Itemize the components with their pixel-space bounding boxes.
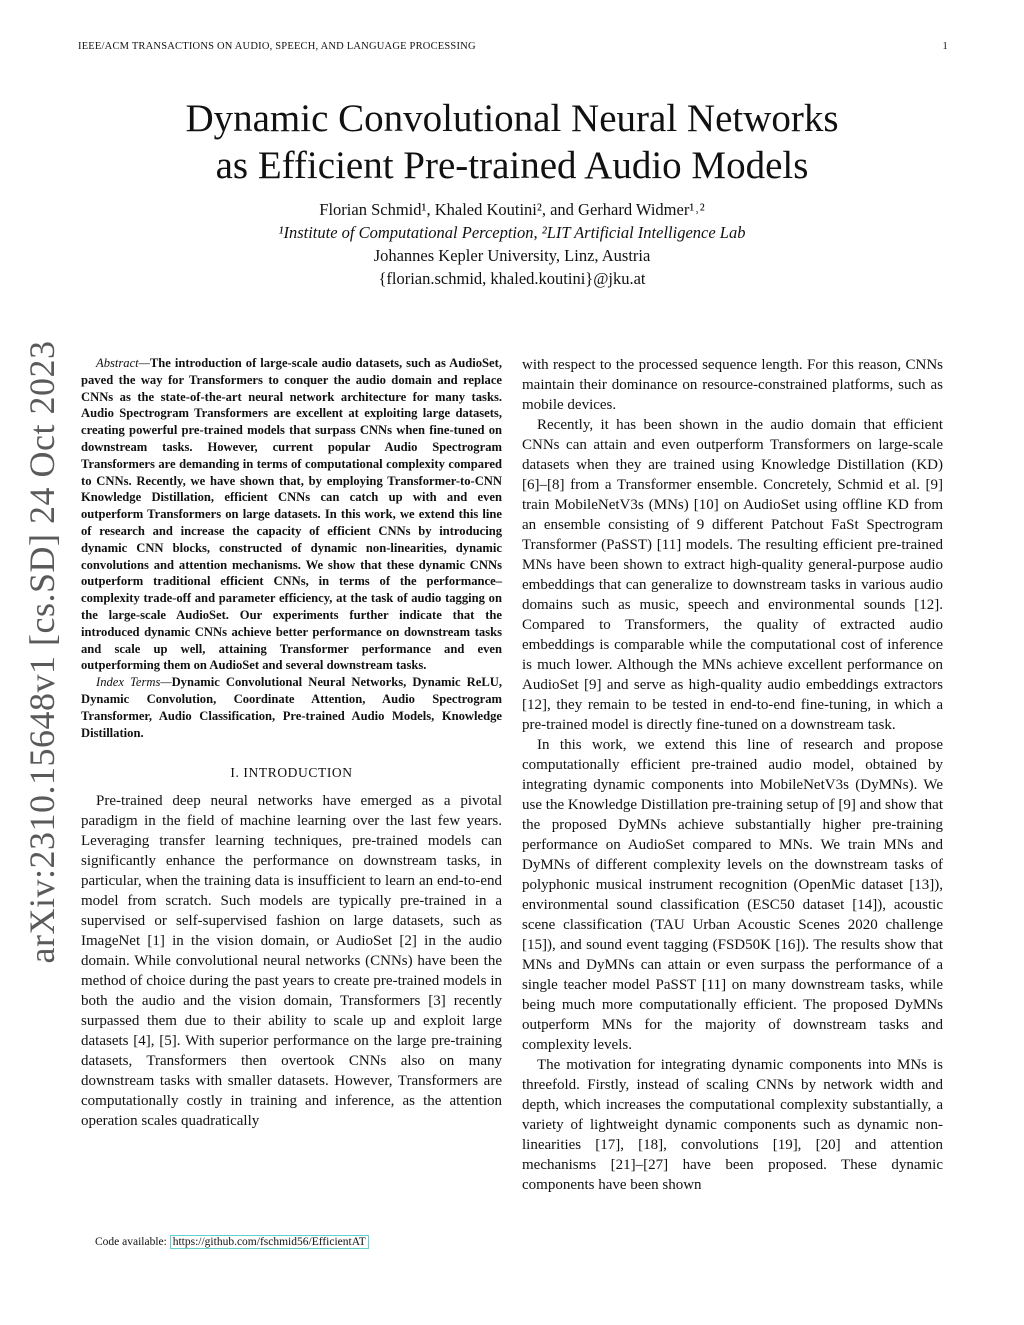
github-link[interactable]: https://github.com/fschmid56/EfficientAT [170,1235,369,1249]
journal-name: IEEE/ACM TRANSACTIONS ON AUDIO, SPEECH, AND LANGUAGE PROCESSING [78,41,476,52]
intro-paragraph-3: In this work, we extend this line of research and propose computationally efficient pre-trained audio model, obtained by integrating dynamic components into MobileNetV3s (DyMNs). We use the Knowledge Distillation pre-training setup of [9] and show that the proposed DyMNs achieve substantially higher pre-training performance on AudioSet compared to MNs. We train MNs and DyMNs of different complexity levels on the downstream tasks of polyphonic musical instrument recognition (OpenMic dataset [13]), environmental sound classification (ESC50 dataset [14]), acoustic scene classification (TAU Urban Acoustic Scenes 2020 challenge [15]), and sound event tagging (FSD50K [16]). The results show that MNs and DyMNs can attain or even surpass the performance of a single teacher model PaSST [11] on many downstream tasks, while being much more computationally efficient. The proposed DyMNs outperform MNs for the majority of downstream tasks and complexity levels. [522,737,943,1053]
arxiv-stamp-container [2,340,82,964]
intro-paragraph-4: The motivation for integrating dynamic components into MNs is threefold. Firstly, instead of scaling CNNs by network width and depth, which increases the computational complexity substantially, a variety of lightweight dynamic components such as dynamic non-linearities [17], [18], convolutions [19], [20] and attention mechanisms [21]–[27] have been proposed. These dynamic components have been shown [522,1057,943,1193]
index-terms-label: Index Terms— [96,675,172,690]
author-emails: {florian.schmid, khaled.koutini}@jku.at [378,269,646,288]
page-number: 1 [942,41,948,52]
affiliation-1-text: ¹Institute of Computational Perception, ²LIT Artificial Intelligence Lab [278,223,746,242]
intro-paragraph-1-continued: with respect to the processed sequence length. For this reason, CNNs maintain their dominance on resource-constrained platforms, such as mobile devices. [522,357,943,413]
abstract [81,355,502,674]
title-line-1: Dynamic Convolutional Neural Networks [185,97,839,140]
right-column [522,355,943,1195]
footnote-label: Code available: [95,1236,170,1248]
abstract-text: The introduction of large-scale audio datasets, such as AudioSet, paved the way for Transformers to conquer the audio domain and replace CNNs as the state-of-the-art neural network architecture for many tasks. Audio Spectrogram Transformers are excellent at exploiting large datasets, creating powerful pre-trained models that surpass CNNs when fine-tuned on downstream tasks. However, current popular Audio Spectrogram Transformers are demanding in terms of computational complexity compared to CNNs. Recently, we have shown that, by employing Transformer-to-CNN Knowledge Distillation, efficient CNNs can catch up with and even outperform Transformers on large datasets. In this work, we extend this line of research and increase the capacity of efficient CNNs by introducing dynamic CNN blocks, constructed of dynamic non-linearities, dynamic convolutions and attention mechanisms. We show that these dynamic CNNs outperform traditional efficient CNNs, in terms of the performance–complexity trade-off and parameter efficiency, at the task of audio tagging on the large-scale AudioSet. Our experiments further indicate that the introduced dynamic CNNs achieve better performance on downstream tasks and scale up well, attaining Transformer performance and even outperforming them on AudioSet and several downstream tasks. [81,356,502,673]
section-heading-introduction: I. INTRODUCTION [230,765,353,781]
intro-paragraph-1: Pre-trained deep neural networks have emerged as a pivotal paradigm in the field of machine learning over the last few years. Leveraging transfer learning techniques, pre-trained models can significantly enhance the performance on downstream tasks, in particular, when the training data is insufficient to learn an end-to-end model from scratch. Such models are typically pre-trained in a supervised or self-supervised fashion on large datasets, such as ImageNet [1] in the vision domain, or AudioSet [2] in the audio domain. While convolutional neural networks (CNNs) have been the method of choice during the past years to create pre-trained models in both the audio and the vision domain, Transformers [3] recently surpassed them due to their ability to scale up and exploit large datasets [4], [5]. With superior performance on the large pre-training datasets, Transformers then overtook CNNs also on many downstream tasks with smaller datasets. However, Transformers are computationally costly in training and inference, as the attention operation scales quadratically [81,793,502,1130]
index-terms [81,674,502,741]
author-block [0,198,1024,290]
author-names: Florian Schmid¹, Khaled Koutini², and Gerhard Widmer¹˒² [319,200,705,219]
left-column [81,355,502,1131]
affiliation-1 [0,221,1024,244]
index-terms-text: Dynamic Convolutional Neural Networks, Dynamic ReLU, Dynamic Convolution, Coordinate Attention, Audio Spectrogram Transformer, Audio Classification, Pre-trained Audio Models, Knowledge Distillation. [81,675,502,740]
arxiv-stamp: arXiv:2310.15648v1 [cs.SD] 24 Oct 2023 [22,340,62,964]
intro-paragraph-2: Recently, it has been shown in the audio domain that efficient CNNs can attain and even outperform Transformers on large-scale datasets when they are trained using Knowledge Distillation (KD) [6]–[8] from a Transformer ensemble. Concretely, Schmid et al. [9] train MobileNetV3s (MNs) [10] on AudioSet using offline KD from an ensemble consisting of 9 different Patchout FaSt Spectrogram Transformer (PaSST) [11] models. The resulting efficient pre-trained MNs have been shown to extract high-quality general-purpose audio embeddings that can generalize to downstream tasks in various audio domains such as music, speech and environmental sounds [12]. Compared to Transformers, the quality of extracted audio embeddings is comparable while the computational cost of inference is much lower. Although the MNs achieve excellent performance on AudioSet [9] and serve as high-quality audio embeddings extractors [12], they remain to be tested in end-to-end fine-tuning, in which a pre-trained model is directly fine-tuned on a downstream task. [522,417,943,733]
running-head [78,41,948,52]
affiliation-2: Johannes Kepler University, Linz, Austria [373,246,651,265]
abstract-label: Abstract— [96,356,150,370]
code-footnote [95,1236,369,1248]
paper-title [0,95,1024,189]
title-line-2: as Efficient Pre-trained Audio Models [215,144,809,187]
